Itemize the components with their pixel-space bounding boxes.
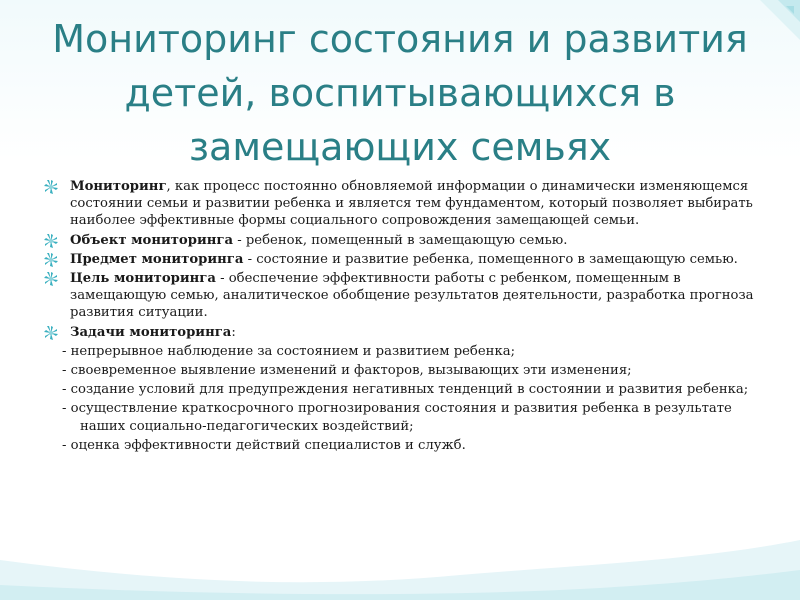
sunburst-bullet-icon	[44, 326, 58, 340]
item-term: Объект мониторинга	[70, 232, 234, 248]
item-text: - состояние и развитие ребенка, помещенного в замещающую семью.	[243, 251, 738, 267]
list-item	[44, 270, 764, 322]
list-item	[44, 251, 764, 268]
item-term: Задачи мониторинга	[70, 324, 232, 340]
item-text: , как процесс постоянно обновляемой информации о динамически изменяющемся состоянии семьи и развитии ребенка и является тем фундаментом, который позволяет выбирать наиболее эффективные формы социального сопровождения замещающей семьи.	[70, 179, 753, 229]
task-item: - создание условий для предупреждения негативных тенденций в состоянии и развития ребенка;	[62, 382, 749, 398]
sunburst-bullet-icon	[44, 180, 58, 194]
sunburst-bullet-icon	[44, 253, 58, 267]
item-term: Мониторинг	[70, 179, 167, 194]
item-term: Предмет мониторинга	[70, 251, 244, 267]
list-item	[44, 232, 764, 249]
task-item: - оценка эффективности действий специалистов и служб.	[62, 437, 466, 453]
item-text: :	[231, 324, 236, 340]
task-item: - непрерывное наблюдение за состоянием и развитием ребенка;	[62, 343, 516, 359]
task-item: - осуществление краткосрочного прогнозирования состояния и развития ребенка в результате наших социально-педагогических воздействий;	[62, 401, 732, 434]
item-term: Цель мониторинга	[70, 271, 216, 287]
list-item	[44, 178, 764, 230]
list-item	[44, 324, 764, 341]
task-item: - своевременное выявление изменений и факторов, вызывающих эти изменения;	[62, 363, 632, 379]
sunburst-bullet-icon	[44, 234, 58, 248]
item-text: - обеспечение эффективности работы с ребенком, помещенным в замещающую семью, аналитическое обобщение результатов деятельности, разработка прогноза развития ситуации.	[70, 271, 754, 321]
sunburst-bullet-icon	[44, 272, 58, 286]
slide-title: Мониторинг состояния и развития детей, воспитывающихся в замещающих семьях	[52, 17, 748, 169]
item-text: - ребенок, помещенный в замещающую семью.	[233, 232, 568, 248]
slide-body	[44, 178, 764, 456]
